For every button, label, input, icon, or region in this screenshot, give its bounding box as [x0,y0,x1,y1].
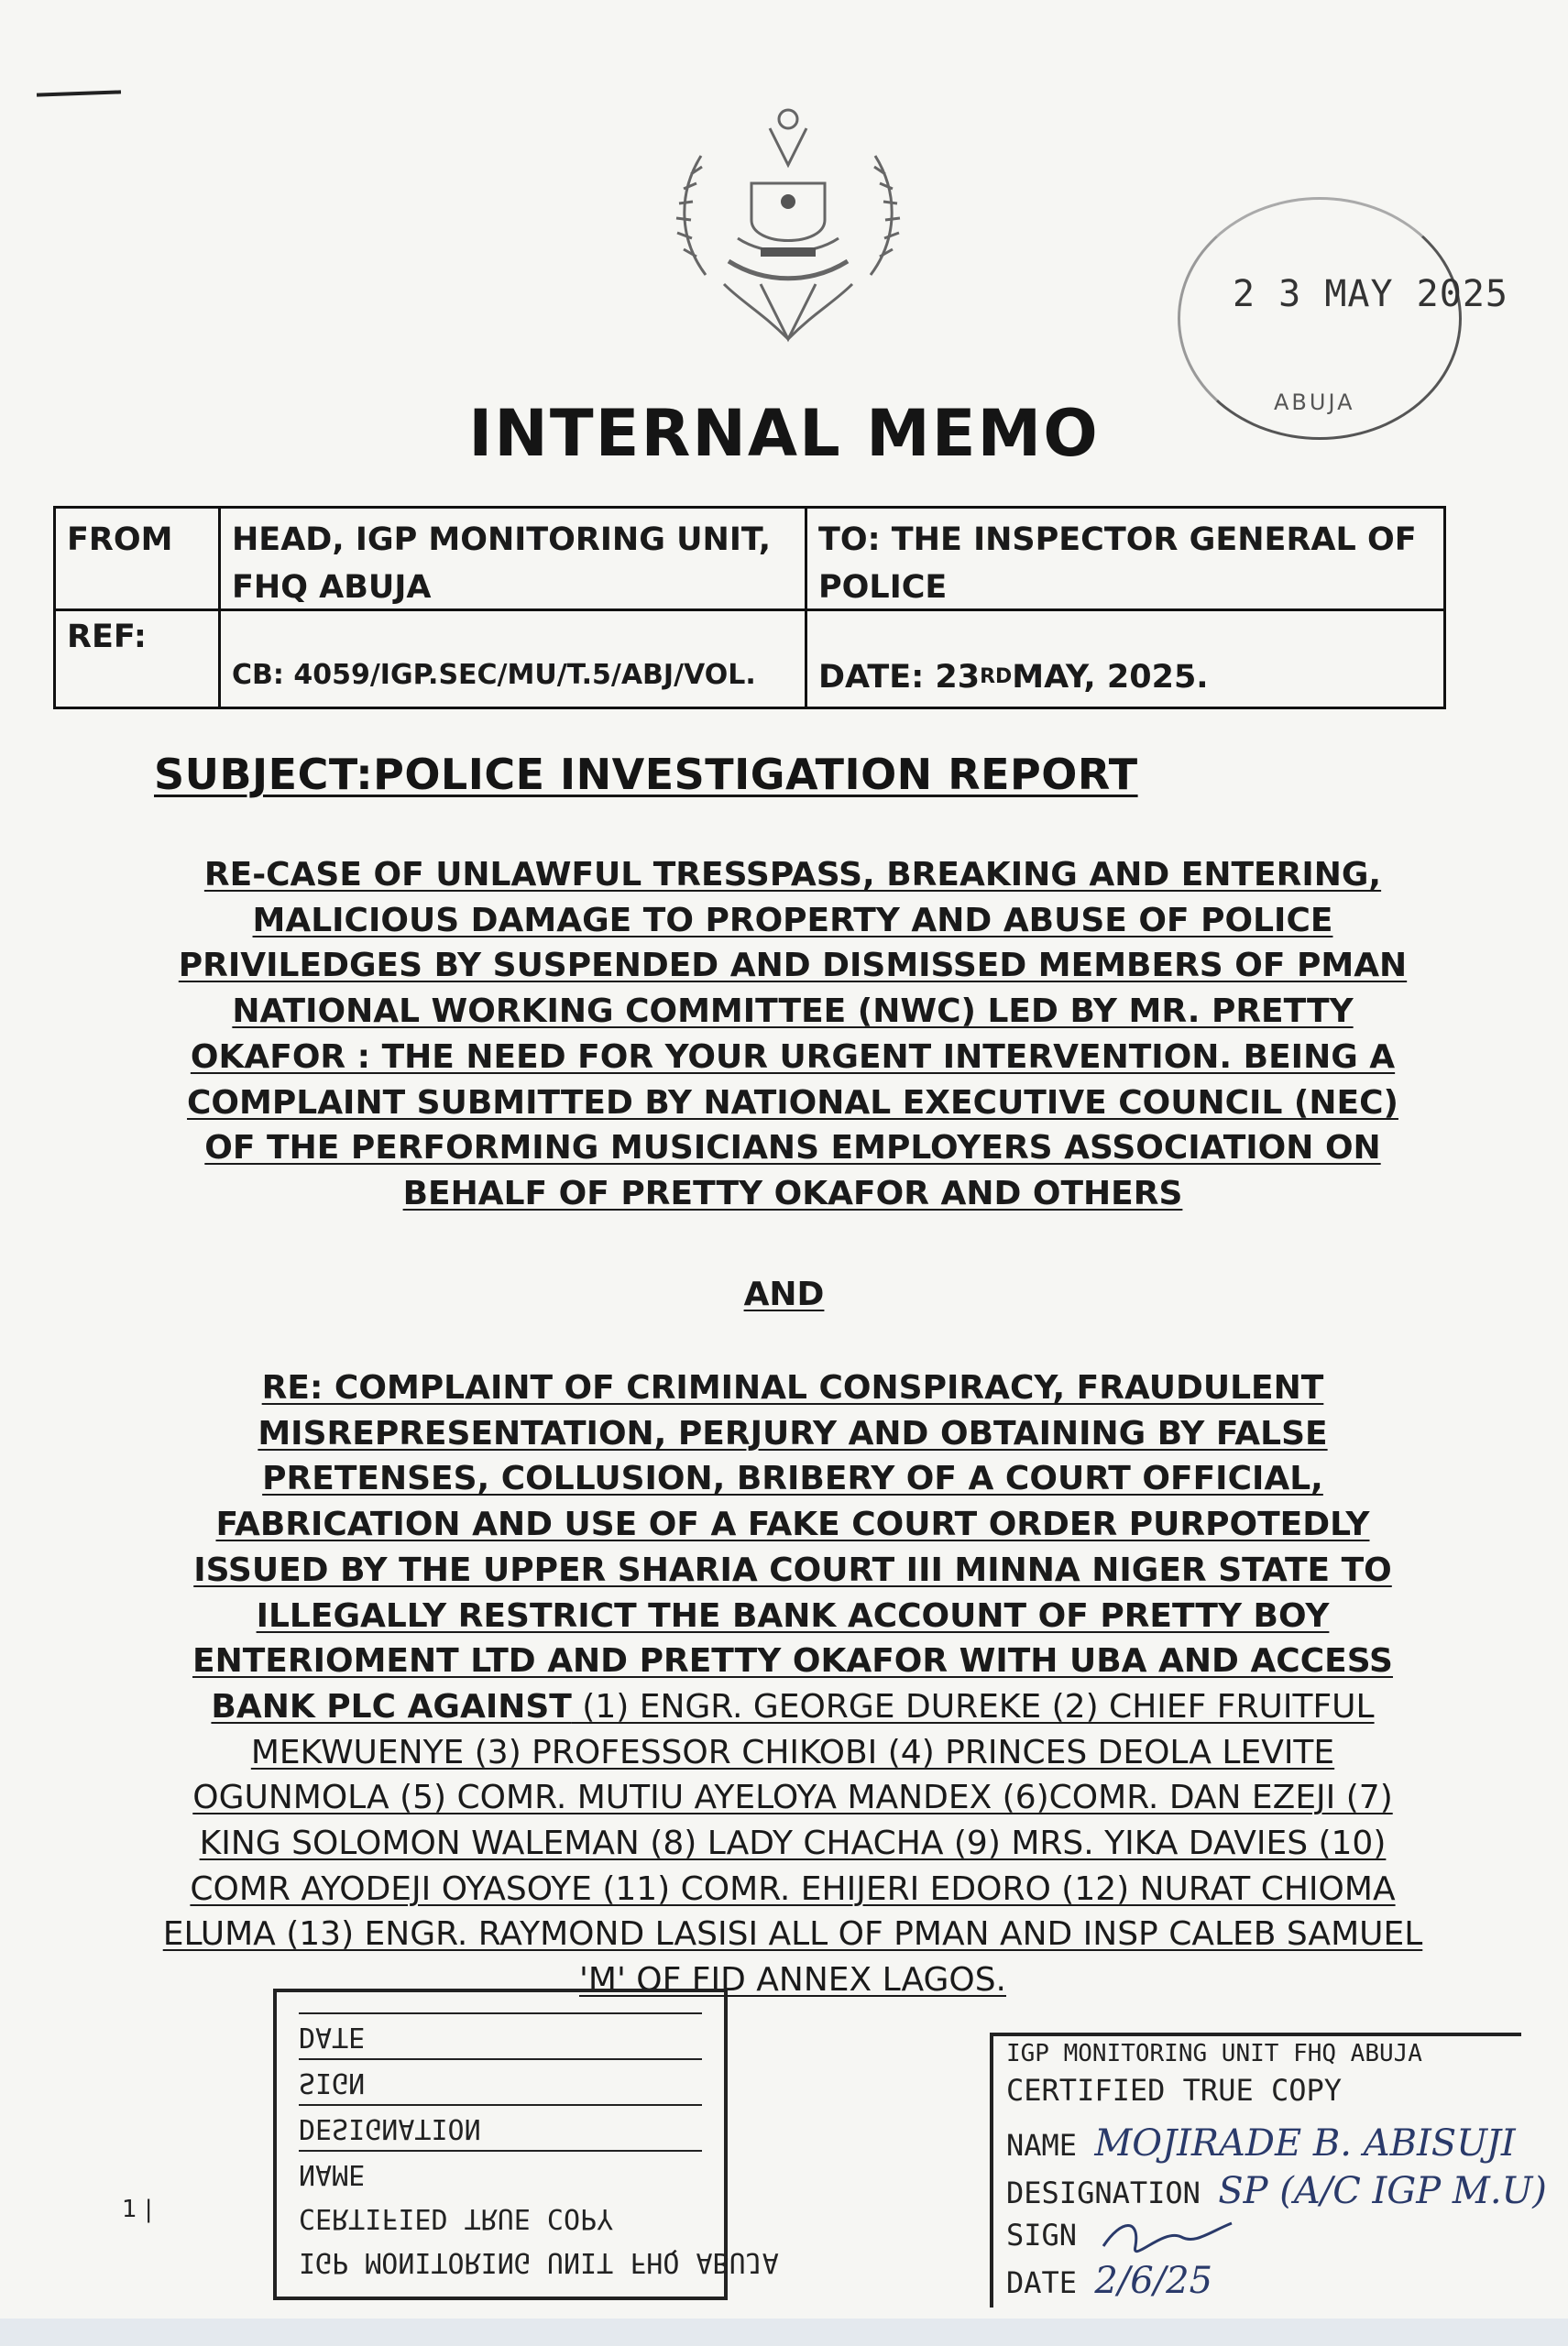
date-rest: MAY, 2025. [1012,659,1209,696]
pen-mark [37,90,121,96]
lstamp-line: DATE [299,2012,702,2058]
block2-line: MISREPRESENTATION, PERJURY AND OBTAINING BY FALSE [258,1414,1328,1453]
rstamp-designation-value: SP (A/C IGP M.U) [1218,2170,1547,2212]
lstamp-line: IGP MONITORING UNIT FHQ ABUJA [299,2246,779,2278]
block1-line: OKAFOR : THE NEED FOR YOUR URGENT INTERVENTION. BEING A [190,1037,1396,1076]
rstamp-name [1006,2122,1516,2165]
from-value: HEAD, IGP MONITORING UNIT, FHQ ABUJA [221,509,807,611]
memo-header-table [53,506,1446,709]
subject-heading: SUBJECT:POLICE INVESTIGATION REPORT [154,750,1138,799]
re-block-first [128,852,1457,1217]
block2-line [128,1684,1457,1730]
block2-line: ISSUED BY THE UPPER SHARIA COURT III MINNA NIGER STATE TO [193,1551,1392,1589]
from-label: FROM [56,509,221,611]
scan-edge [0,2319,1568,2346]
police-crest-icon [651,101,926,367]
rstamp-sign [1006,2214,1241,2260]
block1-line: NATIONAL WORKING COMMITTEE (NWC) LED BY MR. PRETTY [232,992,1354,1031]
lstamp-line: SIGN [299,2058,702,2104]
date-prefix: DATE: 23 [818,659,981,696]
lstamp-line: DESIGNATION [299,2104,702,2150]
block1-line: BEHALF OF PRETTY OKAFOR AND OTHERS [402,1174,1183,1212]
stamp-city: ABUJA [1274,389,1355,415]
block2-line: MEKWUENYE (3) PROFESSOR CHIKOBI (4) PRINCES DEOLA LEVITE [250,1733,1335,1771]
rstamp-sign-label: SIGN [1006,2218,1078,2253]
rstamp-certified: CERTIFIED TRUE COPY [1006,2073,1343,2108]
rstamp-designation-label: DESIGNATION [1006,2176,1201,2210]
certified-true-copy-stamp [990,2033,1547,2308]
page-number: 1 | [122,2196,153,2223]
re-block-second [128,1365,1457,2003]
block2-normal-part: (1) ENGR. GEORGE DUREKE (2) CHIEF FRUITFUL [571,1687,1375,1726]
signature-icon [1094,2214,1241,2260]
to-value: TO: THE INSPECTOR GENERAL OF POLICE [807,509,1443,611]
block2-line: RE: COMPLAINT OF CRIMINAL CONSPIRACY, FRAUDULENT [261,1369,1324,1407]
rstamp-date [1006,2260,1212,2302]
ref-value: CB: 4059/IGP.SEC/MU/T.5/ABJ/VOL. [221,611,807,707]
date-suffix: RD [980,665,1013,688]
block1-line: MALICIOUS DAMAGE TO PROPERTY AND ABUSE OF POLICE [252,901,1333,939]
block1-line: PRIVILEDGES BY SUSPENDED AND DISMISSED MEMBERS OF PMAN [178,947,1408,985]
block2-line: COMR AYODEJI OYASOYE (11) COMR. EHIJERI EDORO (12) NURAT CHIOMA [190,1869,1396,1908]
memo-title: INTERNAL MEMO [468,396,1100,471]
block2-line: ILLEGALLY RESTRICT THE BANK ACCOUNT OF PRETTY BOY [256,1596,1330,1635]
block1-line: OF THE PERFORMING MUSICIANS EMPLOYERS ASSOCIATION ON [204,1129,1381,1168]
ref-label: REF: [56,611,221,707]
block2-line: FABRICATION AND USE OF A FAKE COURT ORDER PURPOTEDLY [215,1506,1370,1544]
and-separator: AND [743,1276,825,1313]
date-field [807,611,1443,707]
rstamp-designation [1006,2170,1547,2212]
rstamp-name-label: NAME [1006,2128,1078,2163]
lstamp-line: CERTIFIED TRUE COPY [299,2202,614,2234]
block2-line: PRETENSES, COLLUSION, BRIBERY OF A COURT OFFICIAL, [262,1460,1323,1498]
block2-line: ENTERIOMENT LTD AND PRETTY OKAFOR WITH UBA AND ACCESS [192,1642,1393,1681]
block2-line: KING SOLOMON WALEMAN (8) LADY CHACHA (9) MRS. YIKA DAVIES (10) [199,1825,1387,1863]
rstamp-name-value: MOJIRADE B. ABISUJI [1094,2122,1516,2165]
rstamp-unit: IGP MONITORING UNIT FHQ ABUJA [1006,2040,1422,2067]
stamp-date: 2 3 MAY 2025 [1233,273,1508,315]
block2-line: OGUNMOLA (5) COMR. MUTIU AYELOYA MANDEX (6)COMR. DAN EZEJI (7) [192,1779,1393,1817]
rstamp-date-label: DATE [1006,2265,1078,2300]
block2-line: 'M' OF FID ANNEX LAGOS. [578,1961,1006,2000]
rstamp-date-value: 2/6/25 [1094,2260,1213,2302]
block1-line: COMPLAINT SUBMITTED BY NATIONAL EXECUTIVE COUNCIL (NEC) [187,1083,1398,1122]
block2-line: ELUMA (13) ENGR. RAYMOND LASISI ALL OF PMAN AND INSP CALEB SAMUEL [162,1915,1423,1954]
lstamp-line: NAME [299,2150,702,2196]
block2-bold-part: BANK PLC AGAINST [211,1687,572,1726]
block1-line: RE-CASE OF UNLAWFUL TRESSPASS, BREAKING AND ENTERING, [203,856,1382,893]
certified-stamp-mirrored [273,1989,779,2300]
